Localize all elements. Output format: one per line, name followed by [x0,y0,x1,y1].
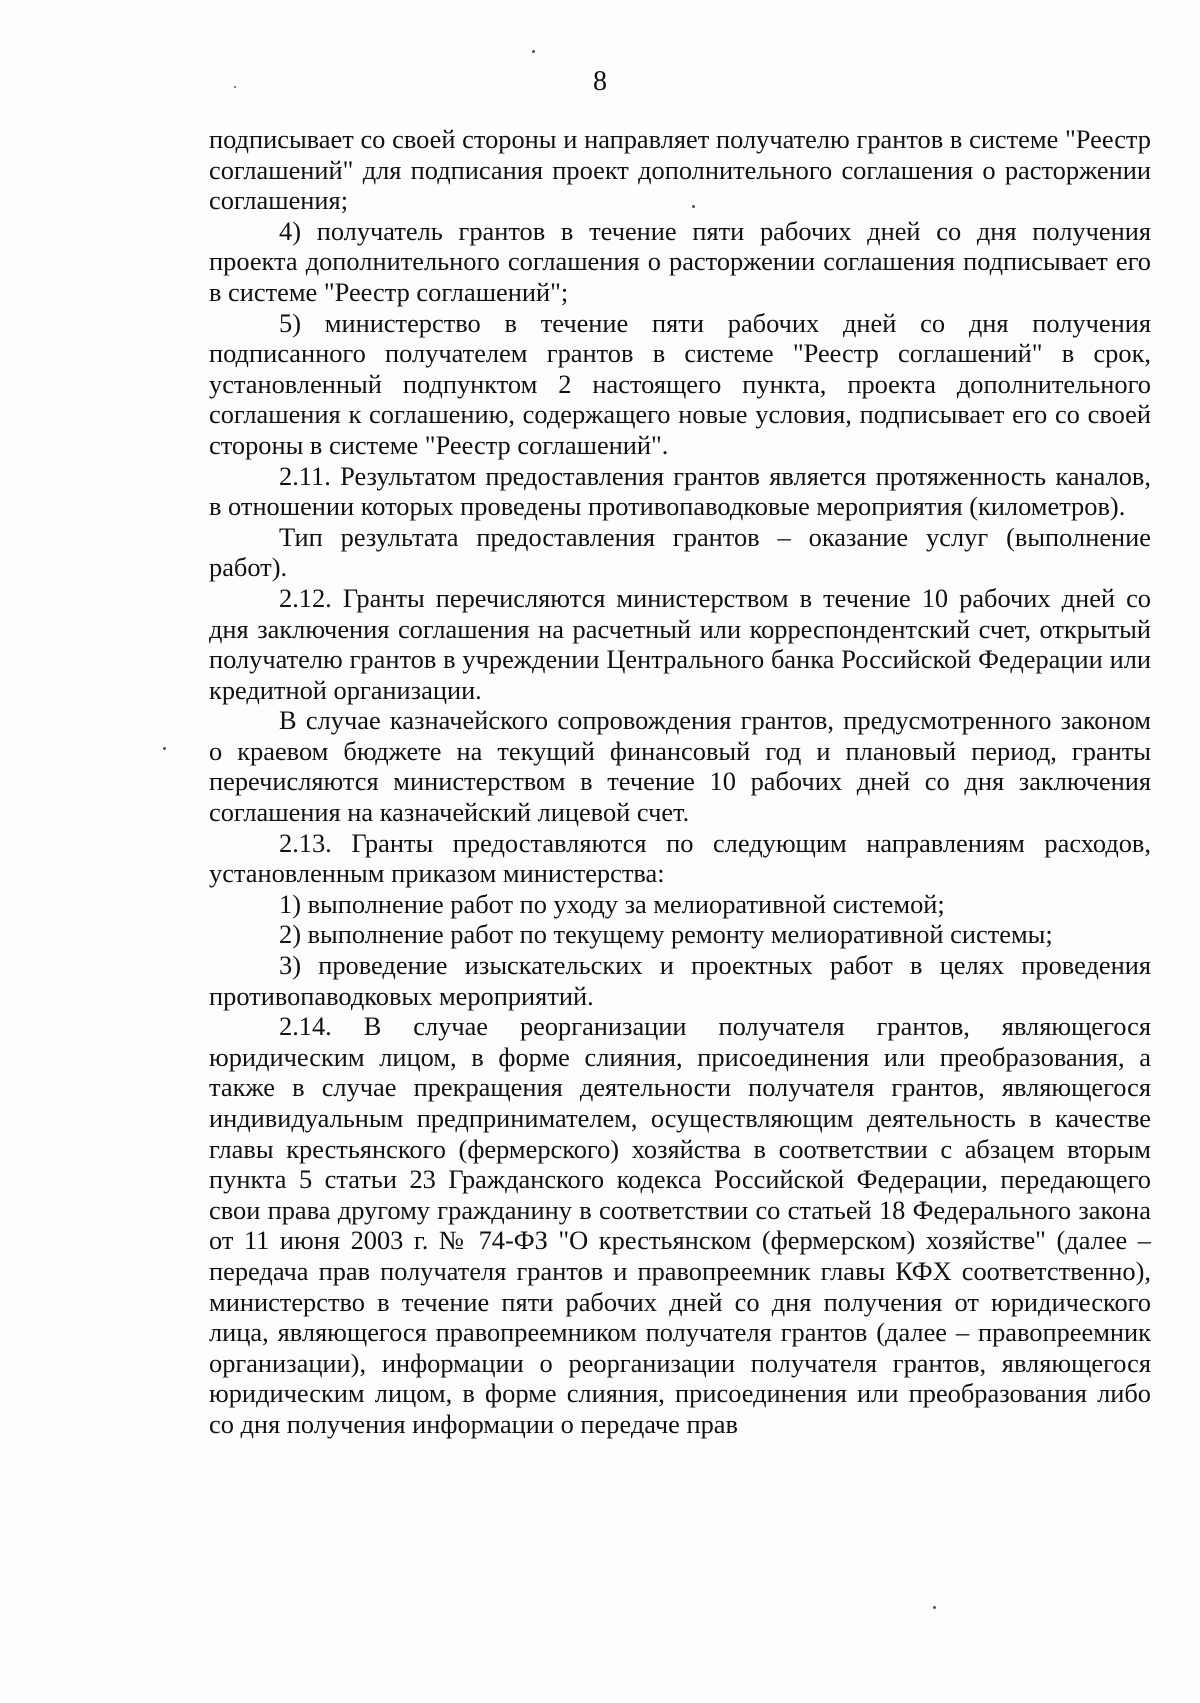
paragraph-direction-1: 1) выполнение работ по уходу за мелиоративной системой; [279,888,945,919]
scan-speck [163,747,166,750]
page-number: 8 [593,66,607,97]
paragraph-item-5: 5) министерство в течение пяти рабочих дней со дня получения подписанного получателем грантов в системе "Реестр соглашений" в срок, установленный подпунктом 2 настоящего пункта, проекта дополнительного соглашения к соглашению, содержащего новые условия, подписывает его со своей стороны в системе "Реестр соглашений". [209,307,1151,460]
paragraph-direction-3: 3) проведение изыскательских и проектных работ в целях проведения противопаводковых мероприятий. [209,950,1151,1011]
paragraph-clause-2-11: 2.11. Результатом предоставления грантов является протяженность каналов, в отношении которых проведены противопаводковые мероприятия (километров). [209,460,1151,522]
scan-speck [692,205,695,208]
scan-speck [532,50,535,53]
scan-speck [234,86,236,88]
document-body [209,124,1151,1440]
paragraph-continuation: подписывает со своей стороны и направляет получателю грантов в системе "Реестр соглашений" для подписания проект дополнительного соглашения о расторжении соглашения; [209,124,1151,216]
paragraph-clause-2-12: 2.12. Гранты перечисляются министерством в течение 10 рабочих дней со дня заключения соглашения на расчетный или корреспондентский счет, открытый получателю грантов в учреждении Центрального банка Российской Федерации или кредитной организации. [209,582,1151,705]
paragraph-clause-2-14: 2.14. В случае реорганизации получателя грантов, являющегося юридическим лицом, в форме слияния, присоединения или преобразования, а также в случае прекращения деятельности получателя грантов, являющегося индивидуальным предпринимателем, осуществляющим деятельность в качестве главы крестьянского (фермерского) хозяйства в соответствии с абзацем вторым пункта 5 статьи 23 Гражданского кодекса Российской Федерации, передающего свои права другому гражданину в соответствии со статьей 18 Федерального закона от 11 июня 2003 г. № 74-ФЗ "О крестьянском (фермерском) хозяйстве" (далее – передача прав получателя грантов и правопреемник главы КФХ соответственно), министерство в течение пяти рабочих дней со дня получения от юридического лица, являющегося правопреемником получателя грантов (далее – правопреемник организации), информации о реорганизации получателя грантов, являющегося юридическим лицом, в форме слияния, присоединения или преобразования либо со дня получения информации о передаче прав [209,1011,1151,1439]
paragraph-clause-2-13: 2.13. Гранты предоставляются по следующим направлениям расходов, установленным приказом министерства: [209,827,1151,889]
scan-speck [933,1606,936,1609]
paragraph-direction-2: 2) выполнение работ по текущему ремонту мелиоративной системы; [279,919,1053,950]
paragraph-treasury-support: В случае казначейского сопровождения грантов, предусмотренного законом о краевом бюджете на текущий финансовый год и плановый период, гранты перечисляются министерством в течение 10 рабочих дней со дня заключения соглашения на казначейский лицевой счет. [209,705,1151,828]
paragraph-result-type: Тип результата предоставления грантов – оказание услуг (выполнение работ). [209,521,1151,583]
paragraph-item-4: 4) получатель грантов в течение пяти рабочих дней со дня получения проекта дополнительного соглашения о расторжении соглашения подписывает его в системе "Реестр соглашений"; [209,215,1151,307]
